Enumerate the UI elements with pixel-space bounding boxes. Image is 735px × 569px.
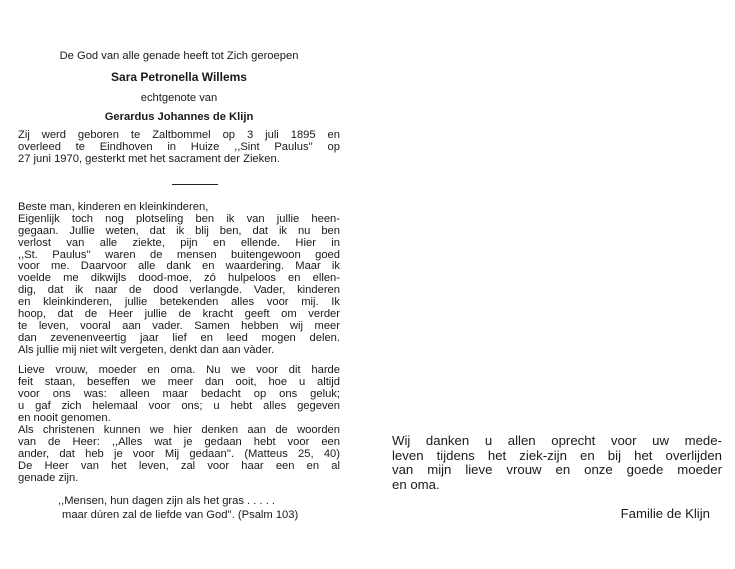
- relation-line: echtgenote van: [140, 92, 218, 104]
- memorial-text-panel: [18, 0, 340, 569]
- message-line: Eigenlijk toch nog plotseling ben ik van jullie heen-: [18, 213, 340, 225]
- message-line: ,,St. Paulus'' waren de mensen buitengewoon goed: [18, 249, 340, 261]
- message-line: Beste man, kinderen en kleinkinderen,: [18, 202, 209, 213]
- spouse-name: Gerardus Johannes de Klijn: [104, 111, 254, 123]
- message-line: van de Heer: ,,Alles wat je gedaan hebt voor een: [18, 436, 340, 448]
- life-details-line: Zij werd geboren te Zaltbommel op 3 juli 1895 en: [18, 130, 340, 141]
- message-line: voelde me dikwijls dood-moe, zó hulpeloos en ellen-: [18, 273, 340, 285]
- message-line: genade zijn.: [18, 472, 79, 484]
- thanks-line: en oma.: [392, 476, 440, 492]
- life-details: [18, 130, 340, 166]
- message-line: gegaan. Jullie weten, dat ik blij ben, dat ik nu ben: [18, 225, 340, 237]
- intro-line: De God van alle genade heeft tot Zich geroepen: [59, 50, 299, 62]
- message-line: hoop, dat de Heer jullie de kracht geeft om verder: [18, 309, 340, 321]
- message-line: Lieve vrouw, moeder en oma. Nu we voor dit harde: [18, 365, 340, 376]
- divider-rule: [172, 184, 218, 185]
- thanks-panel: [392, 0, 722, 569]
- message-line: feit staan, beseffen we meer dan ooit, hoe u altijd: [18, 376, 340, 388]
- thanks-message: [392, 434, 722, 492]
- psalm-quote: [58, 494, 348, 522]
- message-line: dig, dat ik naar de dood verlangde. Vader, kinderen: [18, 285, 340, 297]
- message-line: en nooit genomen.: [18, 412, 111, 424]
- message-line: Als christenen kunnen we hier denken aan de woorden: [18, 425, 340, 436]
- message-paragraph-2: [18, 365, 340, 424]
- message-line: verlost van alle ziekte, pijn en ellende. Hier in: [18, 237, 340, 249]
- message-paragraph-3: [18, 425, 340, 484]
- life-details-line: overleed te Eindhoven in Huize ,,Sint Paulus'' op: [18, 141, 340, 153]
- message-line: voor me. Daarvoor alle dank en waardering. Maar ik: [18, 261, 340, 273]
- quote-line: maar dúren zal de liefde van God''. (Psalm 103): [62, 509, 299, 521]
- family-signature: Familie de Klijn: [620, 506, 710, 521]
- quote-line: ,,Mensen, hun dagen zijn als het gras . . . . .: [58, 495, 276, 507]
- deceased-name: Sara Petronella Willems: [111, 70, 247, 84]
- life-details-line: 27 juni 1970, gesterkt met het sacrament der Zieken.: [18, 153, 280, 165]
- thanks-line: leven tijdens het ziek-zijn en bij het overlijden: [392, 447, 722, 463]
- message-line: ander, dat heb je voor Mij gedaan''. (Matteus 25, 40): [18, 448, 340, 460]
- message-line: voor ons was: alleen maar bedacht op ons geluk;: [18, 388, 340, 400]
- message-line: dan zevenenveertig jaar lief en leed mogen delen.: [18, 332, 340, 344]
- message-line: u gaf zich helemaal voor ons; u hebt alles gegeven: [18, 400, 340, 412]
- message-line: te leven, vooral aan vader. Samen hebben wij meer: [18, 320, 340, 332]
- message-line: en kleinkinderen, jullie betekenden alles voor mij. Ik: [18, 297, 340, 309]
- message-line: De Heer van het leven, zal voor haar een en al: [18, 460, 340, 472]
- message-line: Als jullie mij niet wilt vergeten, denkt dan aan vàder.: [18, 344, 275, 356]
- thanks-line: Wij danken u allen oprecht voor uw mede-: [392, 433, 722, 448]
- message-paragraph-1: [18, 202, 340, 357]
- thanks-line: van mijn lieve vrouw en onze goede moeder: [392, 462, 722, 478]
